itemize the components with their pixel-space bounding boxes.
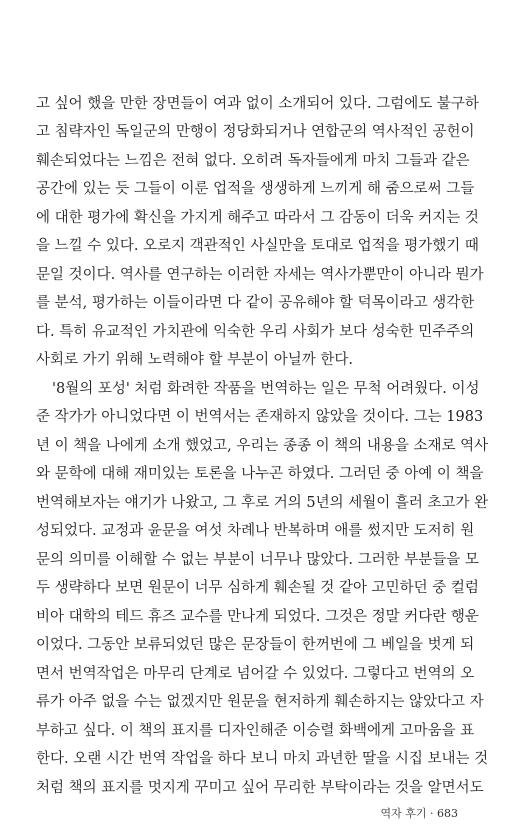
text-line: 고 싶어 했을 만한 장면들이 여과 없이 소개되어 있다. 그럼에도 불구하 [36, 96, 479, 112]
text-line: 을 느낄 수 있다. 오로지 객관적인 사실만을 토대로 업적을 평가했기 때 [36, 238, 479, 254]
text-line: 두 생략하다 보면 원문이 너무 심하게 훼손될 것 같아 고민하던 중 컬럼 [36, 580, 479, 596]
text-line: 에 대한 평가에 확신을 가지게 해주고 따라서 그 감동이 더욱 커지는 것 [36, 210, 479, 226]
text-line: 면서 번역작업은 마무리 단계로 넘어갈 수 있었다. 그렇다고 번역의 오 [36, 666, 475, 682]
text-line: 문의 의미를 이해할 수 없는 부분이 너무나 많았다. 그러한 부분들을 모 [36, 552, 479, 568]
text-line: 번역해보자는 얘기가 나왔고, 그 후로 거의 5년의 세월이 흘러 초고가 완 [36, 495, 489, 511]
text-line: 다. 특히 유교적인 가치관에 익숙한 우리 사회가 보다 성숙한 민주주의 [36, 324, 475, 340]
text-line: '8월의 포성' 처럼 화려한 작품을 번역하는 일은 무척 어려웠다. 이성 [52, 381, 480, 397]
text-line: 를 분석, 평가하는 이들이라면 다 같이 공유해야 할 덕목이라고 생각한 [36, 295, 475, 311]
text-line: 공간에 있는 듯 그들이 이룬 업적을 생생하게 느끼게 해 줌으로써 그들 [36, 181, 475, 197]
text-line: 부하고 싶다. 이 책의 표지를 디자인해준 이승렬 화백에게 고마움을 표 [36, 723, 475, 739]
text-line: 비아 대학의 테드 휴즈 교수를 만나게 되었다. 그것은 정말 커다란 행운 [36, 609, 479, 625]
text-line: 이었다. 그동안 보류되었던 많은 문장들이 한꺼번에 그 베일을 벗게 되 [36, 637, 475, 653]
text-line: 준 작가가 아니었다면 이 번역서는 존재하지 않았을 것이다. 그는 1983 [36, 409, 484, 425]
text-line: 한다. 오랜 시간 번역 작업을 하다 보니 마치 과년한 딸을 시집 보내는 것 [36, 751, 489, 767]
text-line: 고 침략자인 독일군의 만행이 정당화되거나 연합군의 역사적인 공헌이 [36, 124, 475, 140]
text-line: 문일 것이다. 역사를 연구하는 이러한 자세는 역사가뿐만이 아니라 뭔가 [36, 267, 484, 283]
text-line: 와 문학에 대해 재미있는 토론을 나누곤 하였다. 그러던 중 아예 이 책을 [36, 466, 484, 482]
text-line: 처럼 책의 표지를 멋지게 꾸미고 싶어 무리한 부탁이라는 것을 알면서도 [36, 780, 484, 796]
text-line: 성되었다. 교정과 윤문을 여섯 차례나 반복하며 애를 썼지만 도저히 원 [36, 523, 475, 539]
running-footer: 역자 후기 · 683 [380, 807, 458, 820]
text-line: 년 이 책을 나에게 소개 했었고, 우리는 종종 이 책의 내용을 소재로 역사 [36, 438, 489, 454]
text-line: 훼손되었다는 느낌은 전혀 없다. 오히려 독자들에게 마치 그들과 같은 [36, 153, 470, 169]
text-line: 류가 아주 없을 수는 없겠지만 원문을 현저하게 훼손하지는 않았다고 자 [36, 694, 484, 710]
text-line: 사회로 가기 위해 노력해야 할 부분이 아닐까 한다. [36, 352, 354, 368]
